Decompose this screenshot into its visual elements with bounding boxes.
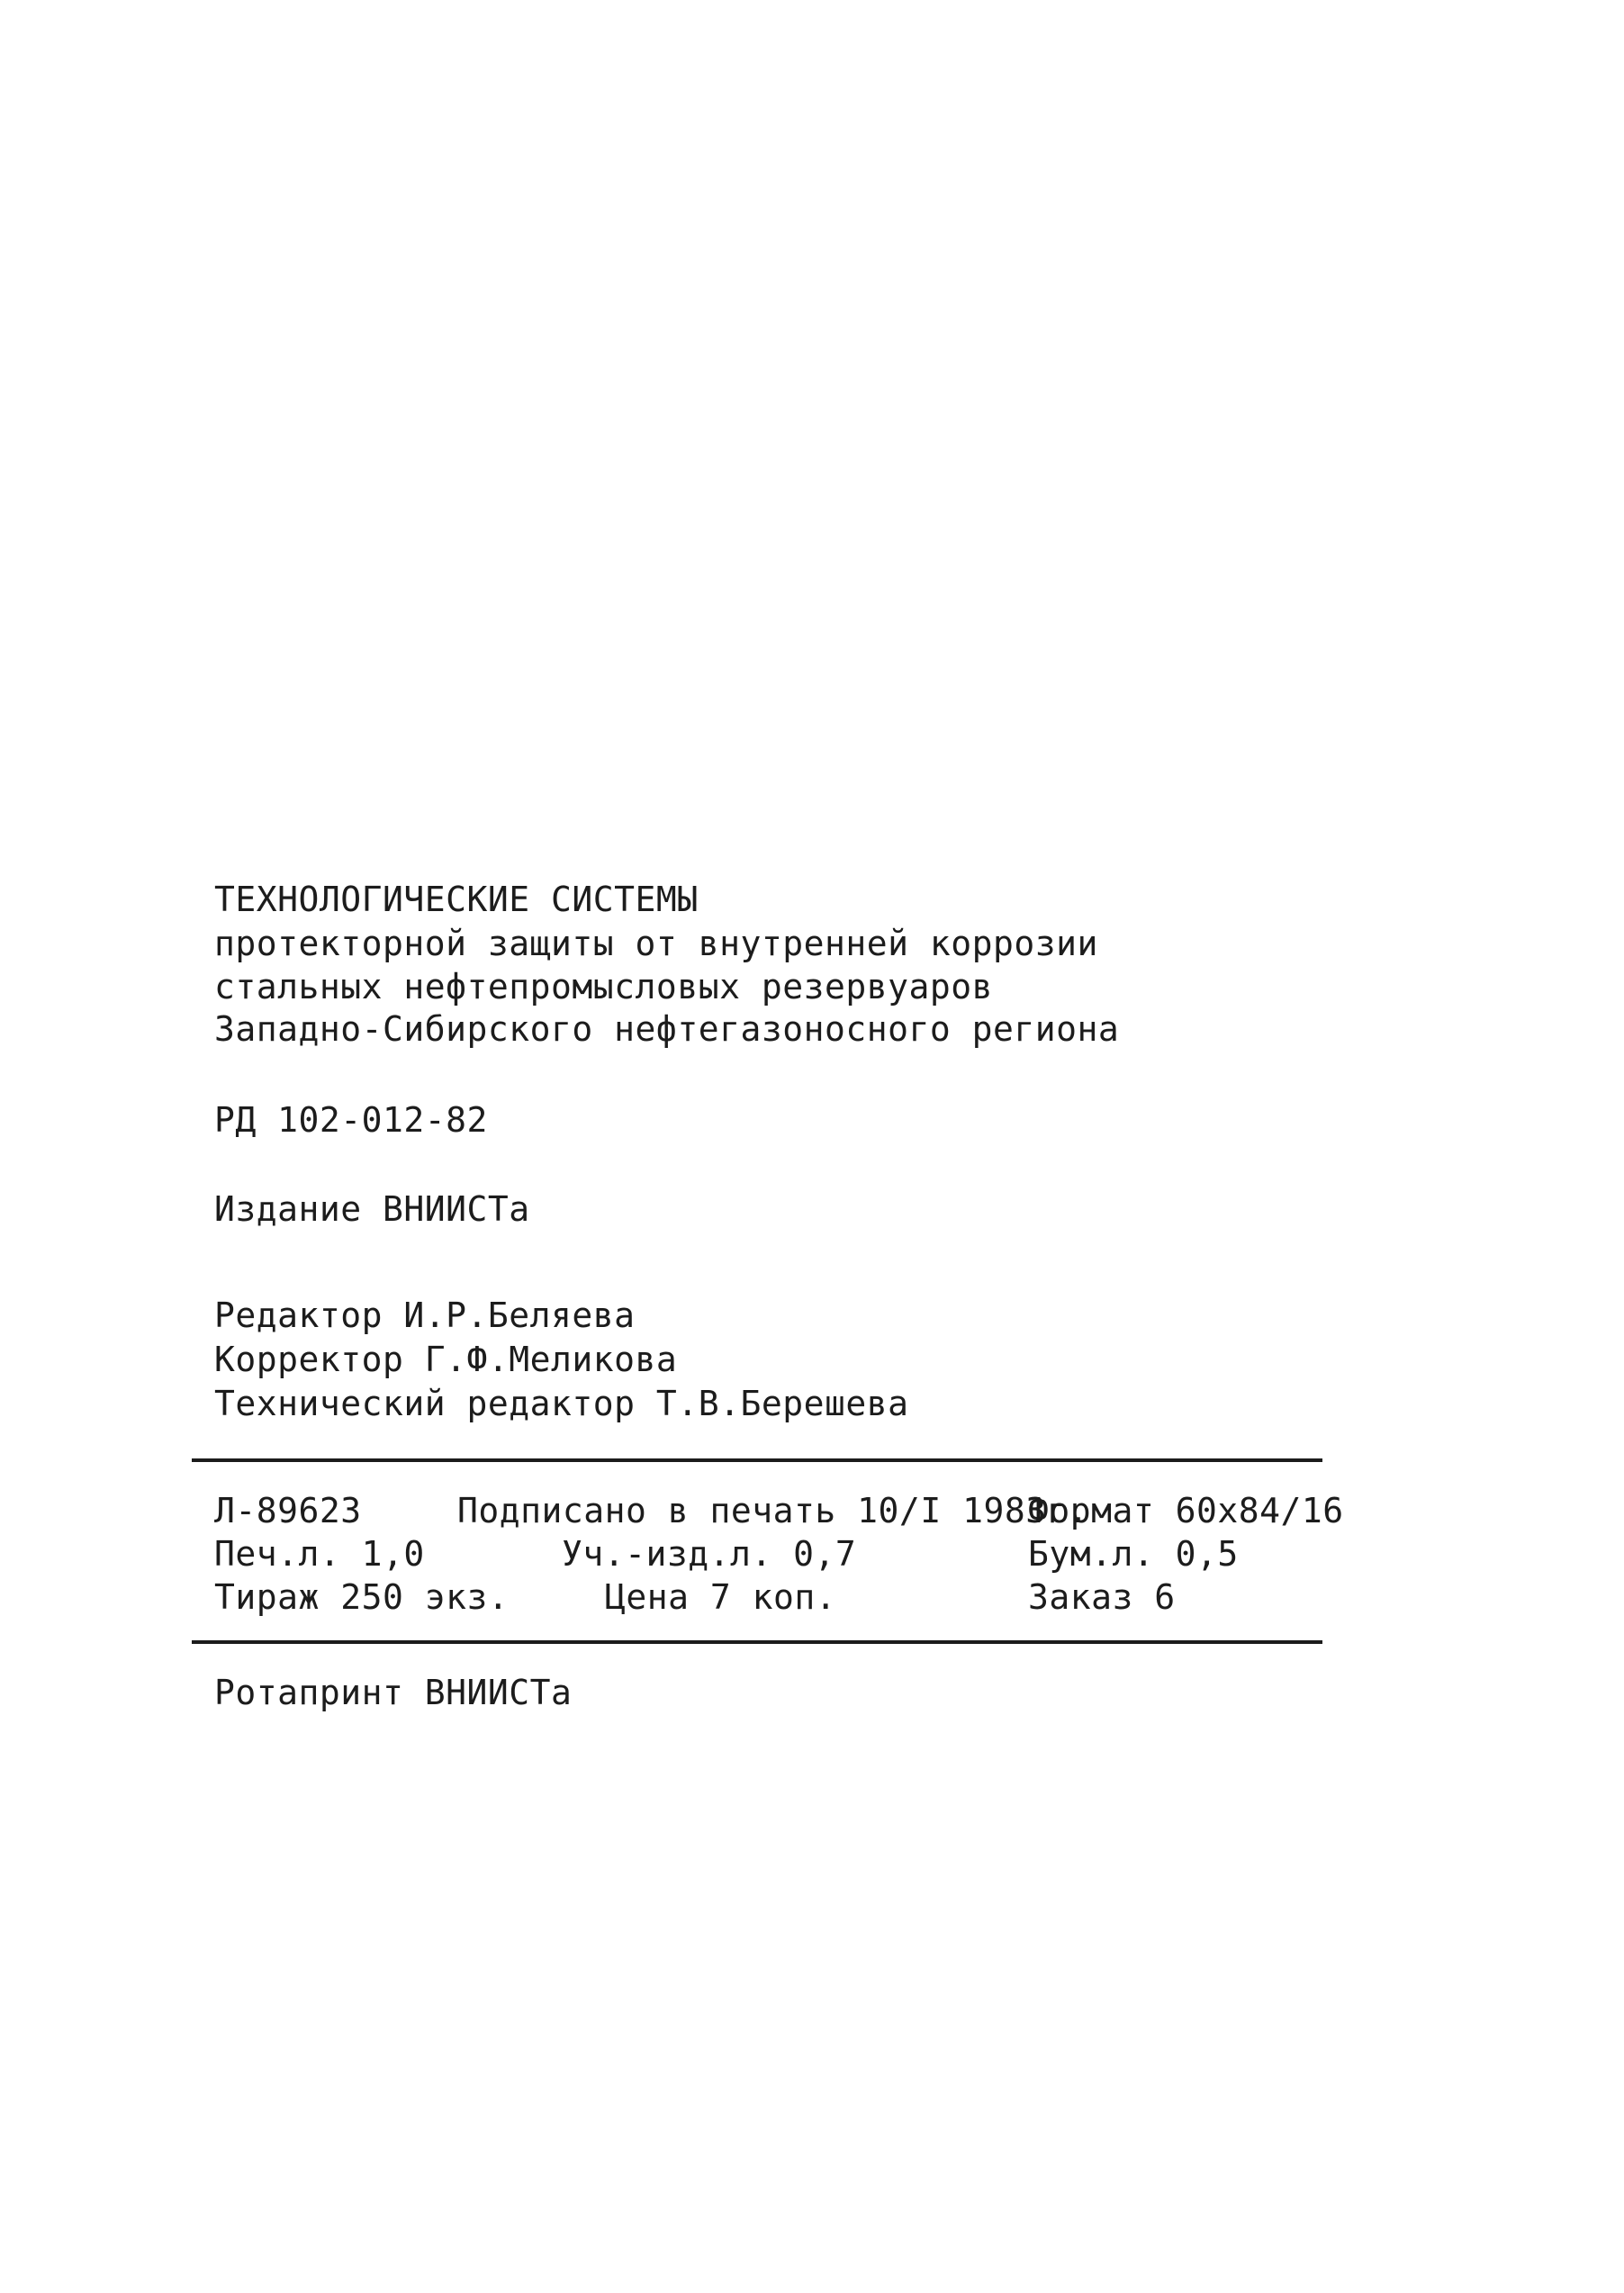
title-line-2: стальных нефтепромысловых резервуаров	[214, 967, 993, 1007]
imprint-signed: Подписано в печать 10/I 1983г.	[457, 1491, 1089, 1530]
imprint-pub-sheets: Уч.-изд.л. 0,7	[562, 1534, 857, 1574]
credit-editor: Редактор И.Р.Беляева	[214, 1295, 636, 1335]
title-line-1: протекторной защиты от внутренней коррозии	[214, 924, 1098, 963]
credit-technical-editor: Технический редактор Т.В.Берешева	[214, 1384, 909, 1423]
title-line-3: Западно-Сибирского нефтегазоносного региона	[214, 1009, 1120, 1049]
imprint-code: Л-89623	[214, 1491, 362, 1530]
imprint-top-rule	[192, 1458, 1322, 1462]
imprint-print-run: Тираж 250 экз.	[214, 1577, 510, 1617]
printer-note: Ротапринт ВНИИСТа	[214, 1673, 573, 1712]
credit-proofreader: Корректор Г.Ф.Меликова	[214, 1340, 678, 1379]
imprint-print-sheets: Печ.л. 1,0	[214, 1534, 425, 1574]
document-heading: ТЕХНОЛОГИЧЕСКИЕ СИСТЕМЫ	[214, 880, 699, 919]
document-code: РД 102-012-82	[214, 1100, 488, 1140]
imprint-paper-sheets: Бум.л. 0,5	[1028, 1534, 1239, 1574]
edition-note: Издание ВНИИСТа	[214, 1189, 530, 1229]
imprint-format: Формат 60х84/16	[1028, 1491, 1344, 1530]
imprint-order: Заказ 6	[1028, 1577, 1176, 1617]
imprint-price: Цена 7 коп.	[605, 1577, 837, 1617]
imprint-bottom-rule	[192, 1640, 1322, 1644]
